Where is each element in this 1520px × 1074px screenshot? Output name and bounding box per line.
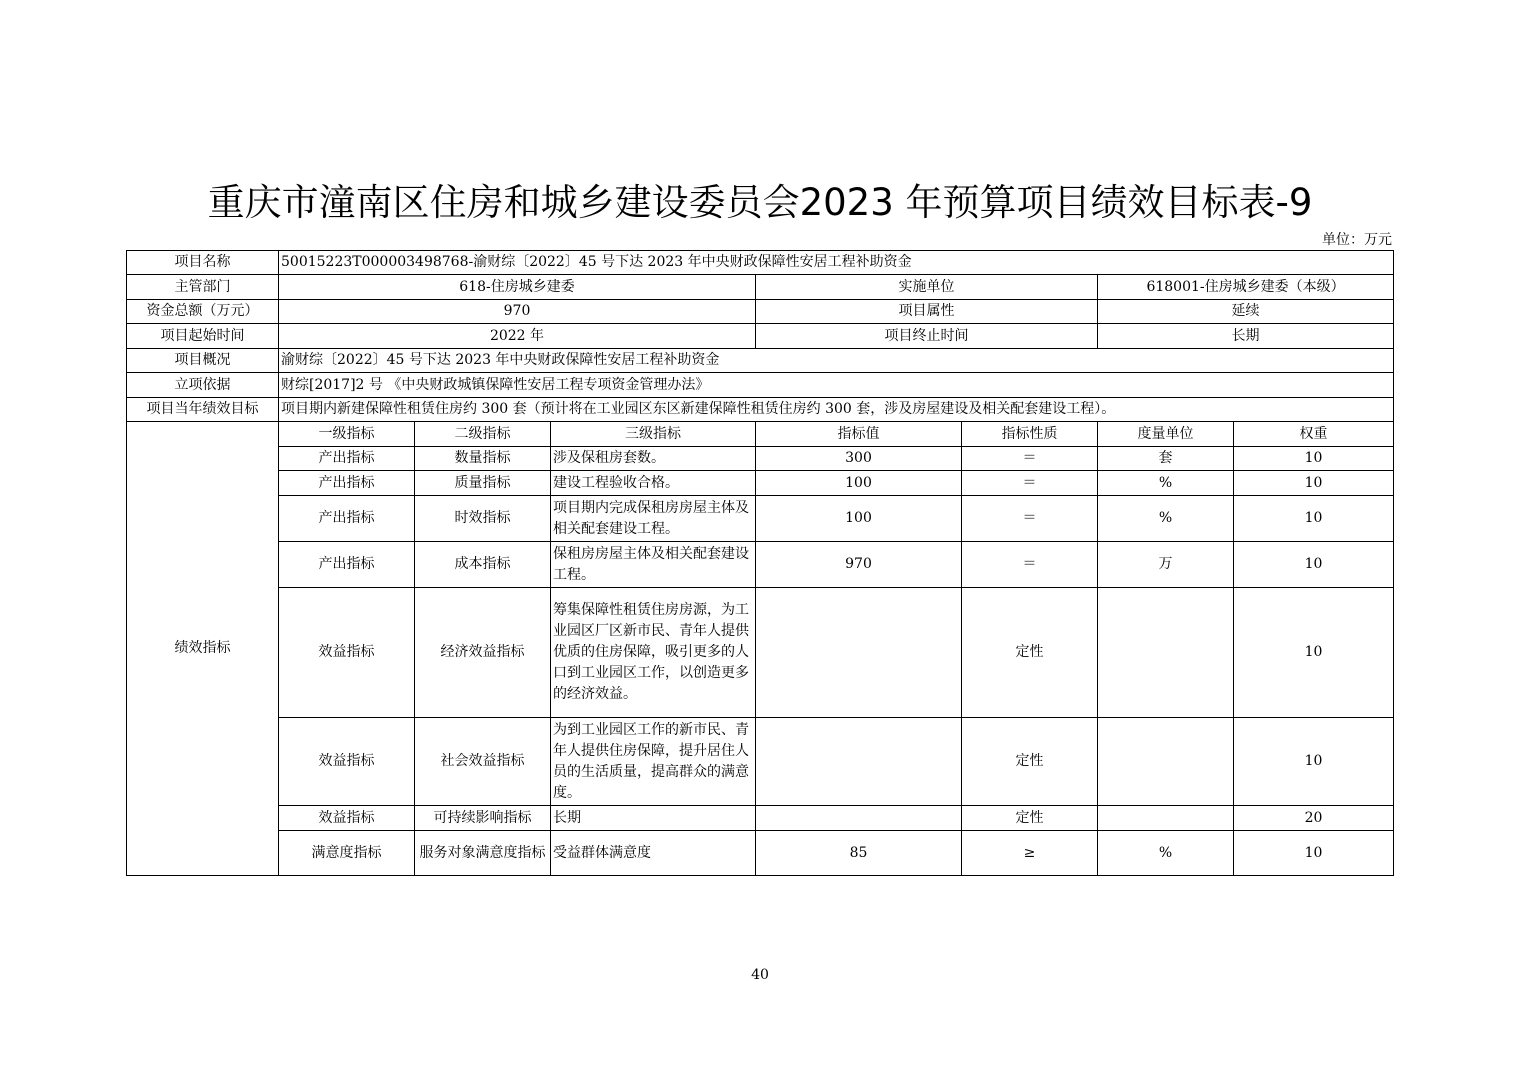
nature-cell: ＝ xyxy=(962,471,1098,496)
end-value: 长期 xyxy=(1098,324,1394,349)
unit-cell: % xyxy=(1098,831,1234,876)
unit-label: 单位：万元 xyxy=(1322,232,1392,248)
weight-cell: 10 xyxy=(1234,588,1394,718)
l1-cell: 产出指标 xyxy=(279,542,415,588)
page-number: 40 xyxy=(751,967,769,983)
table-row xyxy=(127,806,1394,831)
weight-cell: 10 xyxy=(1234,718,1394,806)
l3-cell: 保租房房屋主体及相关配套建设工程。 xyxy=(551,542,756,588)
impl-value: 618001-住房城乡建委（本级） xyxy=(1098,275,1394,300)
nature-cell: ＝ xyxy=(962,447,1098,471)
l2-cell: 质量指标 xyxy=(415,471,551,496)
nature-cell: ＝ xyxy=(962,542,1098,588)
l2-cell: 时效指标 xyxy=(415,496,551,542)
l3-cell: 受益群体满意度 xyxy=(551,831,756,876)
l1-cell: 满意度指标 xyxy=(279,831,415,876)
header-value: 指标值 xyxy=(756,422,962,447)
start-label: 项目起始时间 xyxy=(127,324,279,349)
l3-cell: 长期 xyxy=(551,806,756,831)
weight-cell: 10 xyxy=(1234,471,1394,496)
l3-cell: 为到工业园区工作的新市民、青年人提供住房保障，提升居住人员的生活质量，提高群众的满意度。 xyxy=(551,718,756,806)
value-cell: 300 xyxy=(756,447,962,471)
nature-cell: 定性 xyxy=(962,806,1098,831)
weight-cell: 10 xyxy=(1234,542,1394,588)
row-fund xyxy=(127,300,1394,324)
l3-cell: 涉及保租房套数。 xyxy=(551,447,756,471)
table-row xyxy=(127,542,1394,588)
nature-cell: ＝ xyxy=(962,496,1098,542)
l1-cell: 效益指标 xyxy=(279,806,415,831)
unit-cell: 万 xyxy=(1098,542,1234,588)
header-l3: 三级指标 xyxy=(551,422,756,447)
performance-table xyxy=(126,250,1394,876)
indicator-section-label: 绩效指标 xyxy=(127,422,279,876)
header-l1: 一级指标 xyxy=(279,422,415,447)
l1-cell: 效益指标 xyxy=(279,718,415,806)
l3-cell: 项目期内完成保租房房屋主体及相关配套建设工程。 xyxy=(551,496,756,542)
header-l2: 二级指标 xyxy=(415,422,551,447)
unit-cell: 套 xyxy=(1098,447,1234,471)
row-dept xyxy=(127,275,1394,300)
fund-label: 资金总额（万元） xyxy=(127,300,279,324)
l1-cell: 产出指标 xyxy=(279,496,415,542)
table-row xyxy=(127,496,1394,542)
end-label: 项目终止时间 xyxy=(756,324,1098,349)
header-nature: 指标性质 xyxy=(962,422,1098,447)
start-value: 2022 年 xyxy=(279,324,756,349)
row-time xyxy=(127,324,1394,349)
value-cell: 970 xyxy=(756,542,962,588)
overview-value: 渝财综〔2022〕45 号下达 2023 年中央财政保障性安居工程补助资金 xyxy=(279,349,1394,373)
dept-value: 618-住房城乡建委 xyxy=(279,275,756,300)
table-row xyxy=(127,588,1394,718)
basis-value: 财综[2017]2 号 《中央财政城镇保障性安居工程专项资金管理办法》 xyxy=(279,373,1394,398)
fund-value: 970 xyxy=(279,300,756,324)
value-cell xyxy=(756,806,962,831)
header-weight: 权重 xyxy=(1234,422,1394,447)
unit-cell xyxy=(1098,588,1234,718)
weight-cell: 10 xyxy=(1234,831,1394,876)
l2-cell: 数量指标 xyxy=(415,447,551,471)
indicator-header-row xyxy=(127,422,1394,447)
goal-label: 项目当年绩效目标 xyxy=(127,398,279,422)
l3-cell: 筹集保障性租赁住房房源，为工业园区厂区新市民、青年人提供优质的住房保障，吸引更多的人口到工业园区工作，以创造更多的经济效益。 xyxy=(551,588,756,718)
attr-label: 项目属性 xyxy=(756,300,1098,324)
row-project-name xyxy=(127,251,1394,275)
unit-cell xyxy=(1098,806,1234,831)
unit-cell xyxy=(1098,718,1234,806)
table-row xyxy=(127,447,1394,471)
impl-label: 实施单位 xyxy=(756,275,1098,300)
header-unit: 度量单位 xyxy=(1098,422,1234,447)
table-row xyxy=(127,718,1394,806)
l2-cell: 服务对象满意度指标 xyxy=(415,831,551,876)
weight-cell: 10 xyxy=(1234,447,1394,471)
weight-cell: 20 xyxy=(1234,806,1394,831)
value-cell: 100 xyxy=(756,496,962,542)
value-cell: 100 xyxy=(756,471,962,496)
l2-cell: 可持续影响指标 xyxy=(415,806,551,831)
l1-cell: 效益指标 xyxy=(279,588,415,718)
table-row xyxy=(127,831,1394,876)
row-goal xyxy=(127,398,1394,422)
l2-cell: 成本指标 xyxy=(415,542,551,588)
nature-cell: 定性 xyxy=(962,588,1098,718)
l1-cell: 产出指标 xyxy=(279,471,415,496)
value-cell: 85 xyxy=(756,831,962,876)
unit-cell: % xyxy=(1098,496,1234,542)
dept-label: 主管部门 xyxy=(127,275,279,300)
nature-cell: 定性 xyxy=(962,718,1098,806)
attr-value: 延续 xyxy=(1098,300,1394,324)
l3-cell: 建设工程验收合格。 xyxy=(551,471,756,496)
row-overview xyxy=(127,349,1394,373)
basis-label: 立项依据 xyxy=(127,373,279,398)
row-basis xyxy=(127,373,1394,398)
l2-cell: 社会效益指标 xyxy=(415,718,551,806)
page-title: 重庆市潼南区住房和城乡建设委员会2023 年预算项目绩效目标表-9 xyxy=(207,181,1313,224)
unit-cell: % xyxy=(1098,471,1234,496)
value-cell xyxy=(756,718,962,806)
l2-cell: 经济效益指标 xyxy=(415,588,551,718)
value-cell xyxy=(756,588,962,718)
goal-value: 项目期内新建保障性租赁住房约 300 套（预计将在工业园区东区新建保障性租赁住房约 300 套，涉及房屋建设及相关配套建设工程）。 xyxy=(279,398,1394,422)
weight-cell: 10 xyxy=(1234,496,1394,542)
nature-cell: ≥ xyxy=(962,831,1098,876)
table-row xyxy=(127,471,1394,496)
l1-cell: 产出指标 xyxy=(279,447,415,471)
project-name-value: 50015223T000003498768-渝财综〔2022〕45 号下达 2023 年中央财政保障性安居工程补助资金 xyxy=(279,251,1394,275)
project-name-label: 项目名称 xyxy=(127,251,279,275)
overview-label: 项目概况 xyxy=(127,349,279,373)
